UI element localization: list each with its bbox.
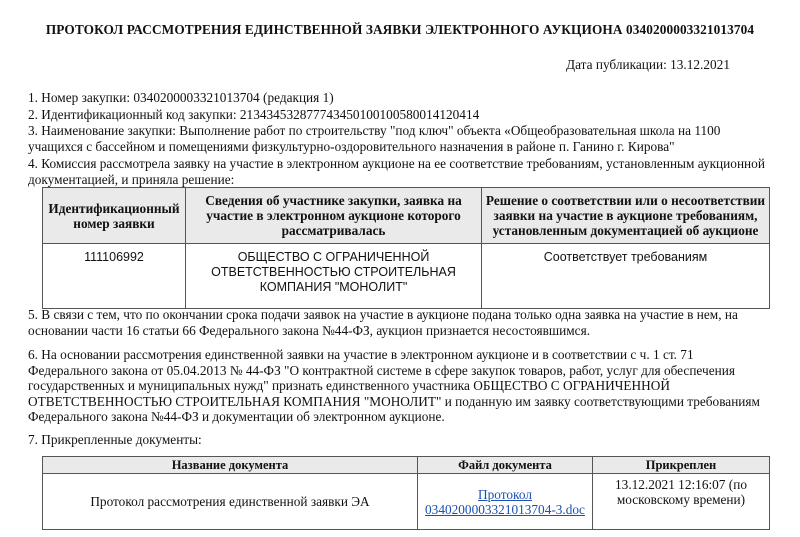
publication-date: Дата публикации: 13.12.2021 [566,57,730,72]
application-id: 111106992 [43,244,186,309]
item-auction-failed: 5. В связи с тем, что по окончании срока подачи заявок на участие в аукционе подана только одна заявка на участие в нем, на основании части 16 статьи 66 Федерального закона №44-ФЗ, аукцион признается несостоявшимся. [28,307,738,338]
header-participant-info: Сведения об участнике закупки, заявка на участие в электронном аукционе которого рассматривалась [186,188,482,244]
doc-file-name[interactable]: 0340200003321013704-3.doc [425,501,585,517]
item-purchase-code: 2. Идентификационный код закупки: 213434532877743450100100580014120414 [28,107,480,122]
participant-name: ОБЩЕСТВО С ОГРАНИЧЕННОЙ ОТВЕТСТВЕННОСТЬЮ СТРОИТЕЛЬНАЯ КОМПАНИЯ "МОНОЛИТ" [186,244,482,309]
doc-file-cell [418,474,593,530]
header-application-id: Идентификационный номер заявки [43,188,186,244]
header-doc-file: Файл документа [418,457,593,474]
doc-name: Протокол рассмотрения единственной заявки ЭА [43,474,418,530]
decision-table-header [43,188,770,244]
header-doc-attached: Прикреплен [593,457,770,474]
page-title: ПРОТОКОЛ РАССМОТРЕНИЯ ЕДИНСТВЕННОЙ ЗАЯВКИ ЭЛЕКТРОННОГО АУКЦИОНА 0340200003321013704 [45,22,755,37]
header-decision: Решение о соответствии или о несоответствии заявки на участие в аукционе требованиям, установленным документацией об аукционе [482,188,770,244]
doc-attached-time: 13.12.2021 12:16:07 (по московскому времени) [593,474,770,530]
documents-table-header [43,457,770,474]
documents-table [42,456,770,530]
header-doc-name: Название документа [43,457,418,474]
item-purchase-name: 3. Наименование закупки: Выполнение работ по строительству "под ключ" объекта «Общеобразовательная школа на 1100 учащихся с бассейном и помещениями физкультурно-оздоровительного назначения в районе п. Ганино г. Кирова" [28,123,721,154]
doc-file-label[interactable]: Протокол [478,486,532,502]
decision-value: Соответствует требованиям [482,244,770,309]
item-sole-participant: 6. На основании рассмотрения единственной заявки на участие в электронном аукционе и в соответствии с ч. 1 ст. 71 Федерального закона от 05.04.2013 № 44-ФЗ "О контрактной системе в сфере закупок товаров, работ, услуг для обеспечения государственных и муниципальных нужд" признать единственного участника ОБЩЕСТВО С ОГРАНИЧЕННОЙ ОТВЕТСТВЕННОСТЬЮ СТРОИТЕЛЬНАЯ КОМПАНИЯ "МОНОЛИТ" и поданную им заявку соответствующими требованиям Федерального закона №44-ФЗ и документации об электронном аукционе. [28,347,760,424]
table-row [43,244,770,309]
doc-file-link[interactable] [425,487,585,517]
item-purchase-number: 1. Номер закупки: 0340200003321013704 (редакция 1) [28,90,334,105]
item-attached-docs: 7. Прикрепленные документы: [28,432,202,447]
table-row [43,474,770,530]
decision-table [42,187,770,309]
item-commission-decision: 4. Комиссия рассмотрела заявку на участие в электронном аукционе на ее соответствие требованиям, установленным аукционной документацией, и приняла решение: [28,156,765,187]
